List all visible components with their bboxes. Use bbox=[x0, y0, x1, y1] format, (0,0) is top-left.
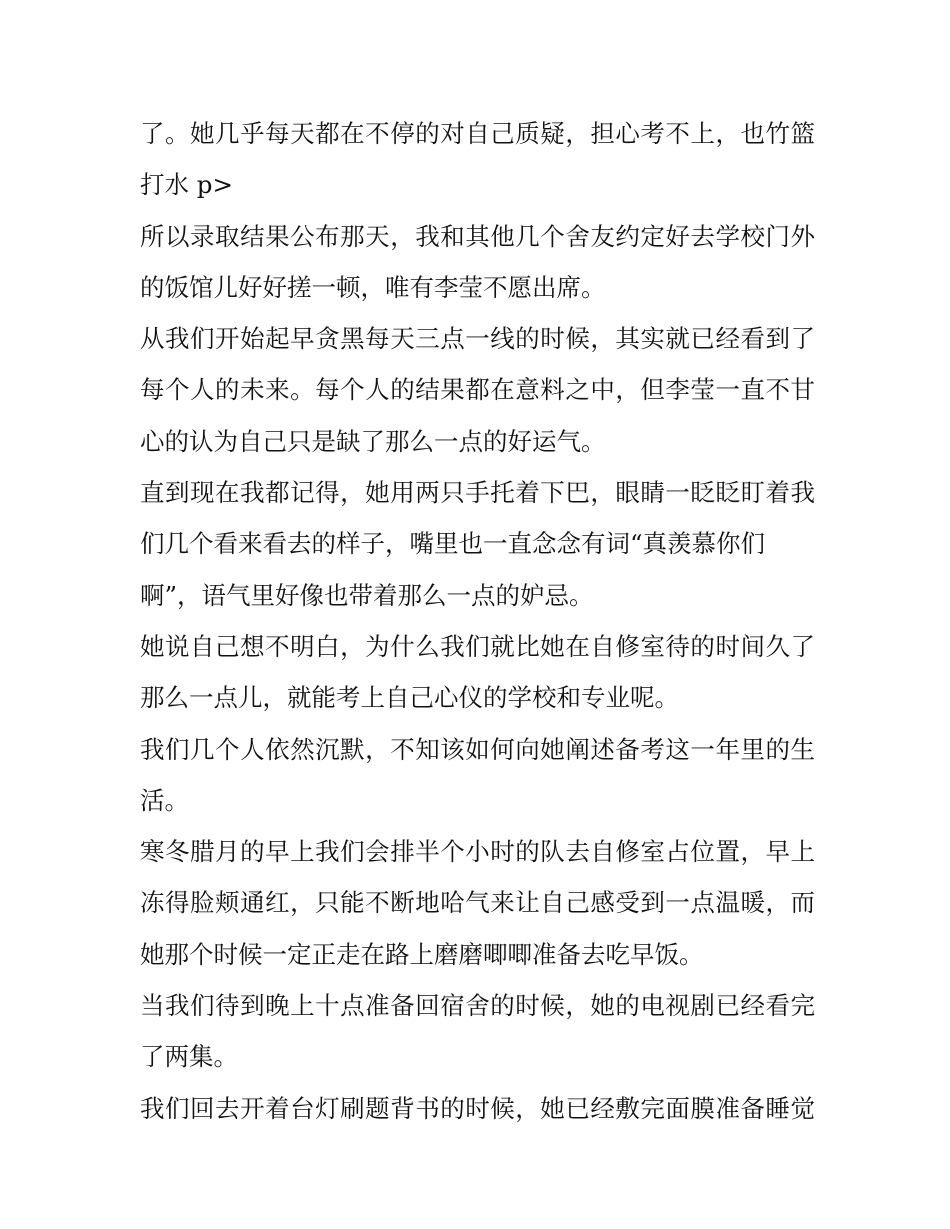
text-line: 的饭馆儿好好搓一顿，唯有李莹不愿出席。 bbox=[140, 272, 606, 302]
text-line: 我们几个人依然沉默，不知该如何向她阐述备考这一年里的生 bbox=[140, 734, 815, 764]
text-line: 直到现在我都记得，她用两只手托着下巴，眼睛一眨眨盯着我 bbox=[140, 478, 815, 508]
text-line: 她说自己想不明白，为什么我们就比她在自修室待的时间久了 bbox=[140, 631, 815, 661]
text-line: 心的认为自己只是缺了那么一点的好运气。 bbox=[140, 426, 606, 456]
text-line: 打水 p> bbox=[140, 170, 233, 200]
text-line: 活。 bbox=[140, 785, 189, 815]
text-line: 了。她几乎每天都在不停的对自己质疑，担心考不上，也竹篮 bbox=[140, 119, 815, 148]
text-line: 啊”，语气里好像也带着那么一点的妒忌。 bbox=[140, 580, 594, 610]
text-line: 们几个看来看去的样子，嘴里也一直念念有词“真羡慕你们 bbox=[140, 529, 766, 559]
text-line: 那么一点儿，就能考上自己心仪的学校和专业呢。 bbox=[140, 683, 679, 713]
text-line: 当我们待到晚上十点准备回宿舍的时候，她的电视剧已经看完 bbox=[140, 991, 815, 1021]
text-line: 每个人的未来。每个人的结果都在意料之中，但李莹一直不甘 bbox=[140, 375, 815, 405]
text-line: 从我们开始起早贪黑每天三点一线的时候，其实就已经看到了 bbox=[140, 324, 815, 354]
text-line: 所以录取结果公布那天，我和其他几个舍友约定好去学校门外 bbox=[140, 221, 815, 251]
text-line: 冻得脸颊通红，只能不断地哈气来让自己感受到一点温暖，而 bbox=[140, 888, 815, 918]
document-body bbox=[140, 108, 815, 1134]
text-line: 她那个时候一定正走在路上磨磨唧唧准备去吃早饭。 bbox=[140, 939, 704, 969]
text-line: 寒冬腊月的早上我们会排半个小时的队去自修室占位置，早上 bbox=[140, 837, 815, 867]
text-line: 了两集。 bbox=[140, 1042, 238, 1072]
text-line: 我们回去开着台灯刷题背书的时候，她已经敷完面膜准备睡觉 bbox=[140, 1093, 815, 1123]
